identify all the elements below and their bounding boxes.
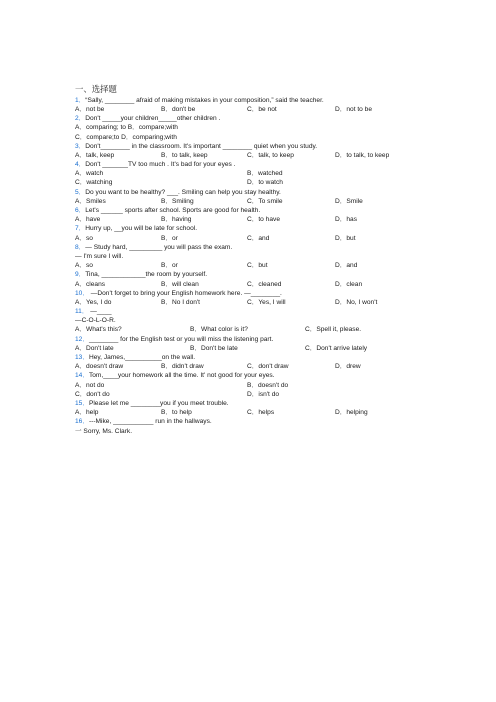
option-b[interactable]: B．didn't draw: [161, 363, 204, 371]
question-11: [75, 307, 420, 335]
question-number: 8．: [75, 243, 86, 251]
question-6: [75, 206, 420, 224]
question-10: [75, 289, 420, 307]
question-number: 13．: [75, 354, 89, 362]
option-b[interactable]: B．or: [161, 262, 178, 270]
option-c[interactable]: C．but: [247, 262, 268, 270]
option-d[interactable]: D．to watch: [247, 179, 283, 187]
option-a[interactable]: A．talk, keep: [75, 151, 115, 159]
question-stem: [75, 289, 420, 298]
option-d[interactable]: D．but: [335, 234, 356, 242]
question-number: 6．: [75, 207, 86, 215]
options-row: [75, 344, 420, 353]
question-number: 7．: [75, 225, 86, 233]
options-row: [75, 133, 420, 142]
options-row: [75, 408, 420, 417]
question-text: Don't________ in the classroom. It's important ________ quiet when you study.: [85, 142, 318, 150]
option-b[interactable]: B．Don't be late: [190, 344, 238, 352]
option-d[interactable]: D．isn't do: [247, 390, 280, 398]
question-text: Hey, James,__________on the wall.: [88, 354, 196, 362]
question-number: 3．: [75, 142, 86, 150]
options-row: [75, 298, 420, 307]
question-stem: [75, 114, 420, 123]
question-stem: [75, 96, 420, 105]
option-d[interactable]: D．Smile: [335, 197, 363, 205]
option-b[interactable]: B．Smiling: [161, 197, 194, 205]
option-a[interactable]: A．doesn't draw: [75, 363, 124, 371]
options-row: [75, 105, 420, 114]
question-text: Do you want to be healthy? ___. Smiling can help you stay healthy.: [85, 188, 281, 196]
option-c[interactable]: C．cleaned: [247, 280, 282, 288]
question-text: Hurry up, __you will be late for school.: [85, 225, 198, 233]
question-8: [75, 243, 420, 271]
option-a[interactable]: A．help: [75, 409, 99, 417]
option-c[interactable]: C．be not: [247, 105, 277, 113]
option-a[interactable]: A．have: [75, 216, 101, 224]
question-number: 9．: [75, 271, 86, 279]
option-b[interactable]: B．don't be: [161, 105, 196, 113]
option-c[interactable]: C．Yes, I will: [247, 298, 286, 306]
question-stem: [75, 160, 420, 169]
options-row: [75, 325, 420, 334]
question-9: [75, 270, 420, 288]
question-number: 14．: [75, 372, 89, 380]
question-number: 11．: [75, 308, 89, 316]
question-text: — Study hard, _________ you will pass the exam.: [85, 243, 233, 251]
option-c[interactable]: C．to have: [247, 216, 280, 224]
question-text: “Sally, ________ afraid of making mistakes in your composition,” said the teacher.: [85, 96, 324, 104]
question-number: 10．: [75, 289, 89, 297]
option-a[interactable]: A．What's this?: [75, 326, 122, 334]
question-1: [75, 96, 420, 114]
option-b[interactable]: B．What color is it?: [190, 326, 248, 334]
option-a[interactable]: A．Don't late: [75, 344, 114, 352]
options-row: [75, 169, 420, 178]
options-row: [75, 151, 420, 160]
option-d[interactable]: D．not to be: [335, 105, 373, 113]
section-title: 一、选择题: [75, 84, 117, 94]
question-dialogue-line: —C-O-L-O-R.: [75, 317, 116, 325]
option-b[interactable]: B．having: [161, 216, 192, 224]
option-c[interactable]: C．don't do: [75, 390, 110, 398]
option-d[interactable]: D．to talk, to keep: [335, 151, 390, 159]
option-c[interactable]: C．To smile: [247, 197, 283, 205]
question-3: [75, 142, 420, 160]
question-number: 5．: [75, 188, 86, 196]
question-stem: [75, 371, 420, 380]
question-text: Tom,____your homework all the time. It' not good for your eyes.: [88, 372, 275, 380]
option-b[interactable]: B．No I don't: [161, 298, 201, 306]
option-d[interactable]: D．No, I won't: [335, 298, 378, 306]
question-number: 12．: [75, 335, 89, 343]
question-stem: [75, 206, 420, 215]
question-12: [75, 335, 420, 353]
option-c[interactable]: C．and: [247, 234, 270, 242]
options-row: [75, 381, 420, 390]
question-number: 1．: [75, 96, 86, 104]
question-list: [75, 83, 420, 436]
option-a[interactable]: A．comparing; to B．compare;with: [75, 124, 178, 132]
option-a[interactable]: A．watch: [75, 170, 104, 178]
question-dialogue-line: — I'm sure I will.: [75, 252, 124, 260]
option-b[interactable]: B．doesn't do: [247, 381, 289, 389]
question-5: [75, 188, 420, 206]
question-stem: [75, 188, 420, 197]
option-a[interactable]: A．cleans: [75, 280, 106, 288]
options-row: [75, 178, 420, 187]
option-c[interactable]: C．Don't arrive lately: [305, 344, 368, 352]
option-b[interactable]: B．will clean: [161, 280, 199, 288]
question-4: [75, 160, 420, 188]
question-stem: [75, 335, 420, 344]
option-c[interactable]: C．talk, to keep: [247, 151, 294, 159]
question-text: Let's ______ sports after school. Sports are good for health.: [85, 207, 261, 215]
question-number: 2．: [75, 115, 86, 123]
question-number: 15．: [75, 399, 89, 407]
question-13: [75, 353, 420, 371]
question-dialogue-line: 一 Sorry, Ms. Clark.: [75, 427, 133, 435]
options-row: [75, 390, 420, 399]
option-c[interactable]: C．don't draw: [247, 363, 289, 371]
option-b[interactable]: B．or: [161, 234, 178, 242]
option-d[interactable]: D．drew: [335, 363, 361, 371]
question-stem: [75, 224, 420, 233]
question-stem: [75, 353, 420, 362]
question-text: ---Mike, ___________ run in the hallways.: [88, 418, 212, 426]
question-text: Please let me ________you if you meet trouble.: [88, 399, 229, 407]
question-2: [75, 114, 420, 142]
options-row: [75, 123, 420, 132]
option-c[interactable]: C．helps: [247, 409, 275, 417]
question-text: Don't _______TV too much . It's bad for your eyes .: [85, 161, 236, 169]
option-a[interactable]: A．so: [75, 262, 93, 270]
option-b[interactable]: B．to talk, keep: [161, 151, 208, 159]
question-number: 16．: [75, 418, 89, 426]
option-b[interactable]: B．watched: [247, 170, 283, 178]
question-stem: [75, 142, 420, 151]
question-text: —Don't forget to bring your English homework here. —________.: [88, 289, 282, 297]
question-text: —____: [88, 308, 112, 316]
question-16: [75, 417, 420, 435]
option-b[interactable]: C．compare;to D．comparing;with: [75, 133, 177, 141]
option-d[interactable]: D．helping: [335, 409, 368, 417]
options-row: [75, 215, 420, 224]
question-14: [75, 371, 420, 399]
question-stem: [75, 307, 420, 316]
question-stem: [75, 270, 420, 279]
options-row: [75, 280, 420, 289]
options-row: [75, 197, 420, 206]
option-a[interactable]: A．Yes, I do: [75, 298, 112, 306]
option-d[interactable]: D．has: [335, 216, 357, 224]
option-a[interactable]: A．not be: [75, 105, 105, 113]
question-text: Don't _____your children_____other children .: [85, 115, 221, 123]
options-row: [75, 234, 420, 243]
option-d[interactable]: D．and: [335, 262, 358, 270]
option-d[interactable]: D．clean: [335, 280, 363, 288]
option-c[interactable]: C．Spell it, please.: [305, 326, 362, 334]
options-row: [75, 362, 420, 371]
question-number: 4．: [75, 161, 86, 169]
option-c[interactable]: C．watching: [75, 179, 113, 187]
option-b[interactable]: B．to help: [161, 409, 192, 417]
option-a[interactable]: A．not do: [75, 381, 105, 389]
question-text: ________ for the English test or you will miss the listening part.: [88, 335, 274, 343]
option-a[interactable]: A．so: [75, 234, 93, 242]
option-a[interactable]: A．Smiles: [75, 197, 106, 205]
question-stem: [75, 417, 420, 426]
question-stem: [75, 399, 420, 408]
question-15: [75, 399, 420, 417]
question-stem: [75, 243, 420, 252]
question-7: [75, 224, 420, 242]
options-row: [75, 261, 420, 270]
question-text: Tina, ____________the room by yourself.: [85, 271, 208, 279]
